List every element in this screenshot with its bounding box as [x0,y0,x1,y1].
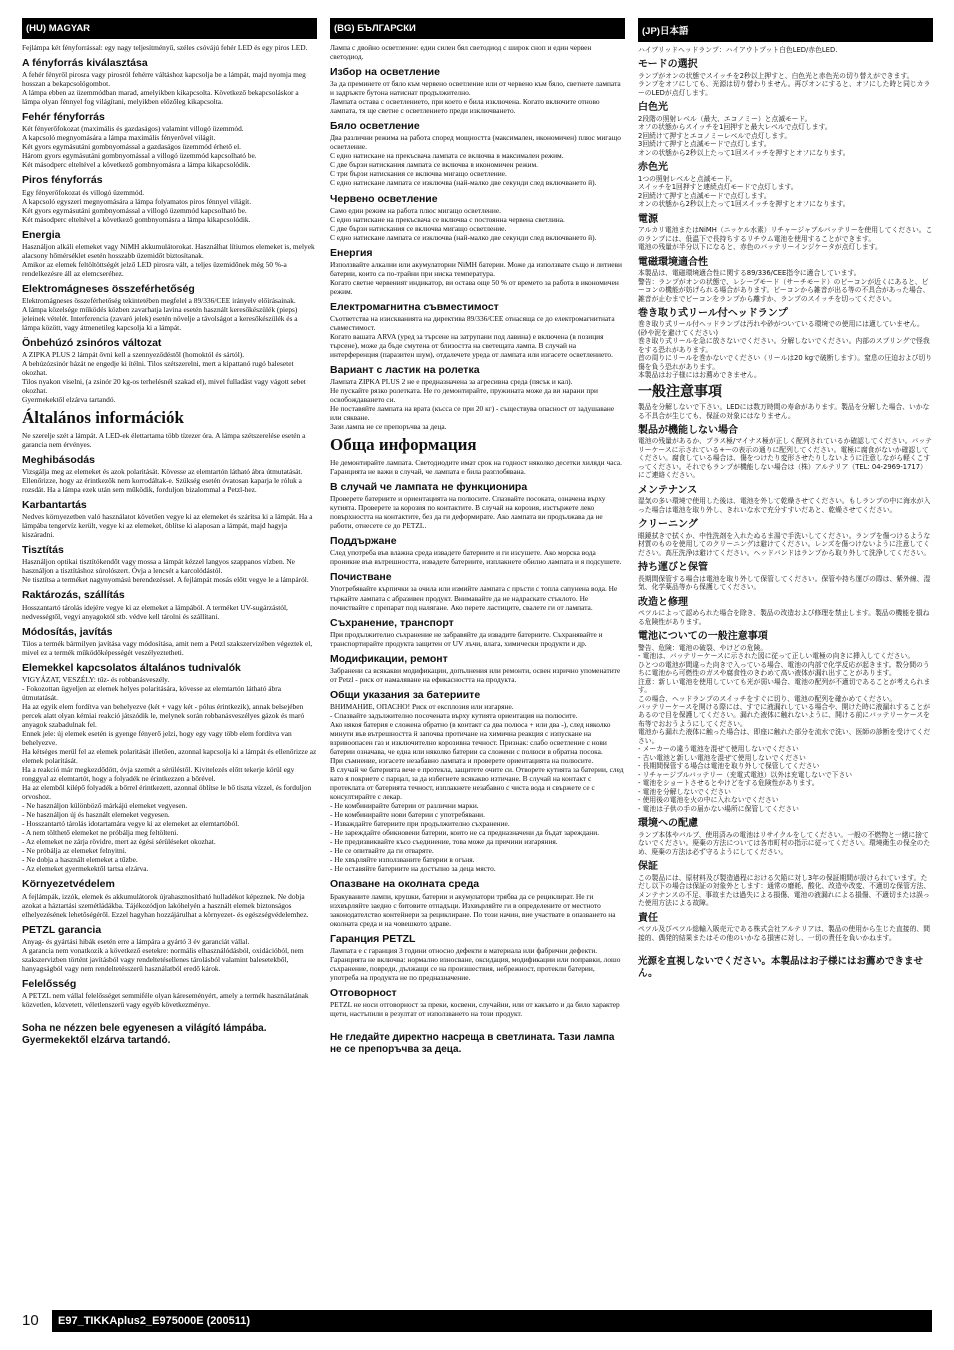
column-bulgarian [330,18,625,1306]
section-title: Elektromágneses összeférhetőség [22,282,195,295]
section-body: A ZIPKA PLUS 2 lámpát ővni kell a szennyeződéstől (homoktól és sártól). A behúzózsinór házát ne engedje ki ítélni. Tilos szétszerelni, mert a kipattanó rugó balesetet okozhat. Tilos nyakon viselni, (a zsinór 20 kg-os terhelésnél szakad el), mivel fulladást vagy vágott sebet okozhat. Gyermekektől elzárva tartandó. [22,350,306,405]
section [22,111,317,169]
section-title: 責任 [638,912,658,924]
section [330,66,625,115]
section [638,425,933,480]
section [330,364,625,431]
section-title: Поддържане [330,535,397,548]
section [638,519,933,557]
section-title: Вариант с ластик на ролетка [330,364,480,377]
section-body: Употребявайте кърпички за очила или измийте лампата с пръсти с топла сапунена вода. Не търкайте лампата с абразивен продукт. Внимавайте да не надраскате стъклото. Не почиствайте с препарат под налягане. Ако перете ластиците, свалете ги от лампата. [330,584,618,612]
section [22,589,317,620]
general-info-text: Не демонтирайте лампата. Светодиодите имат срок на годност няколко десетки хиляди часа. Гаранцията не важи в случай, че лампата е била разглобявана. [330,458,622,477]
intro-block [638,46,933,54]
section [330,481,625,530]
section [22,499,317,539]
section [330,247,625,296]
section-body: 巻き取り式リール付ヘッドランプは汚れや砂がついている環境での使用には適していません。(砂や泥を避けてください) 巻き取り式リールを急に放さないでください。分解しないでください。内部のスプリングで怪我をする恐れがあります。 首の周りにリールを巻かないでください（リールは20 kgで破断します）。窒息の圧迫および切り傷を負う恐れがあります。 本製品はお子様にはお薦めできません。 [638,320,933,380]
section-title: 持ち運びと保管 [638,562,708,574]
section-body: 警告、危険：電池の破裂、やけどの危険。 - 電池は、バッテリーケースに示された図に従って正しい電極の向きに挿入してください。 ひとつの電池が間違った向きで入っている場合、電池の内部で化学反応が起きます。数分間のうちに電池から可燃性のガスや腐食性のきわめて高い液体が漏れ出すことがあります。 注意：新しい電池を使用していても光が弱い場合、電池の配列が不適切であることが考えられます。 この場合、ヘッドランプのスイッチをすぐに切り、電池の配列を確かめてください。 バッテリーケースを開ける際には、すでに液漏れしている場合や、開けた時に液漏れすることがあるので目を保護してください。漏れた液体に触れないように、開ける前にバッテリーケースを布等でおおうようにしてください。 電池から漏れた液体に触った場合は、即座に触れた部分を流水で洗い、医師の診断を受けてください。 - メーカーの違う電池を混ぜて使用しないでください - 古い電池と新しい電池を混ぜて使用しないでください - 長期間保管する場合は電池を取り外して保管してください - リチャージブルバッテリー（充電式電池）以外は充電しないで下さい - 電池をショートさせるとやけどをする危険性があります。 - 電池を分解しないでください - 使用後の電池を火の中に入れないでください - 電池は子供の手の届かない場所に保管してください [638,643,931,813]
section [330,617,625,648]
section [638,597,933,626]
section-body: VIGYÁZAT, VESZÉLY: tűz- és robbanásveszély. - Fokozottan ügyeljen az elemek helyes polaritására, kövesse az elemtartón látható ábra útmutatását. Ha az egyik elem fordítva van behelyezve (két + vagy két - pólus érintkezik), annak belsejében percek alatt olyan kémiai reakció játszódik le, melynek során robbanásveszélyes gázok és maró anyagok szabadulnak fel. Ennek jele: új elemek esetén is gyenge fényerő jelzi, hogy egy vagy több elem fordítva van behelyezve. Ha kétséges merül fel az elemek polaritását illetően, azonnal kapcsolja ki a lámpát és ellenőrizze az elemek polaritását. Ha a reakció már megkezdődött, óvja szemét a sérüléstől. Kivitelezés előtt tekerje körül egy ronggyal az elemtartót, hogy a folyadék ne érintkezzen a bőrével. Ha az elemből kilépő folyadék a bőrrel érintkezett, azonnal öblítse le bő tiszta vízzel, és forduljon orvoshoz. - Ne használjon különböző márkájú elemeket vegyesen. - Ne használjon új és használt elemeket vegyesen. - Hosszantartó tárolás idotartamára vegye ki az elemeket az elemtartóból. - A nem tölthető elemeket ne próbálja meg feltölteni. - Az elemeket ne zárja rövidre, mert az égési sérüléseket okozhat. - Ne próbálja az elemeket felnyitni. - Ne dobja a használt elemeket a tűzbe. - Az elemeket gyermekektől tartsa elzárva. [22,674,317,874]
section [638,913,933,942]
section-body: Használjon optikai tisztítókendőt vagy mossa a lámpát kézzel langyos szappanos vízben. Ne használjon a tisztításhoz súrolószert. Óvja a lencsét a karcolódástól. Ne tisztítsa a terméket nagynyomású berendezéssel. A fejlámpát mosás előtt vegye le a lámpáról. [22,557,309,585]
section-body: 1つの照射レベルと点滅モード。 スイッチを1回押すと連続点灯モードで点灯します。 2回続けて押すと点滅モードで点灯します。 オンの状態から2秒以上たって1回スイッチを押すとオフになります。 [638,174,850,209]
section-title: Raktározás, szállítás [22,589,125,602]
section [330,878,625,927]
section-body: A PETZL nem vállal felelősséget semmiféle olyan káreseményért, amely a termék használatának közvetlen, közvetett, véletlenszerű vagy egyéb következménye. [22,990,309,1009]
section [330,987,625,1018]
section-title: Общи указания за батериите [330,688,481,701]
section [22,878,317,918]
section [638,308,933,380]
section-title: Модификации, ремонт [330,652,448,665]
section-body: Само един режим на работа плюс мигащо осветление. С едно натискане на прекъсвача се включва с постоянна червена светлина. С две бързи натискания се включва мигащо осветление. С едно натискане лампата се изключва (най-малко две секунди след включването й). [330,205,597,242]
section [638,214,933,252]
section-title: PETZL garancia [22,923,102,936]
section [22,626,317,657]
section-body: Elektromágneses összeférhetőség tekintetében megfelel a 89/336/CEE irányelv előírásainak. A lámpa közelsége működés közben zavarhatja lavina esetén használt keresőkészülék (pieps) jeleinek vételét. Interferencia (zavaró jelek) esetén növelje a távolságot a keresőkészülék és a lámpa között, vagy átmenetileg kapcsolja ki a lámpát. [22,295,298,332]
section-body: Два различни режима на работа според мощността (максимален, икономичен) плюс мигащо осветление. С едно натискане на прекъсвача лампата се включва в максимален режим. С две бързи натискания лампата се включва в икономичен режим. С три бързи натискания се включва мигащо осветление. С едно натискане лампата се изключва (най-малко две секунди след включването й). [330,133,621,188]
section [22,337,317,404]
section [638,162,933,208]
section-body: Tilos a termék bármilyen javítása vagy módosítása, amit nem a Petzl szakszervizében végeztek el, mivel ez a termék működőképességét veszélyeztetheti. [22,638,313,657]
section-body: Nedves környezetben való használatot követően vegye ki az elemeket és szárítsa ki a lámpát. Ha a lámpába tengervíz került, vegye ki az elemeket, öblítse ki alaposan a lámpát, majd hagyja kiszáradni. [22,512,313,540]
section [22,924,317,973]
language-header: (JP)日本語 [638,18,933,42]
section-title: 電源 [638,213,658,225]
section [22,283,317,332]
section [22,57,317,106]
section-body: 2段階の照射レベル（最大、エコノミー）と点滅モード。 オフの状態からスイッチを1回押すと最大レベルで点灯します。 2回続けて押すとエコノミーレベルで点灯します。 3回続けて押すと点滅モードで点灯します。 オンの状態から2秒以上たって1回スイッチを押すとオフになります。 [638,114,850,157]
section-title: Elemekkel kapcsolatos általános tudnivalók [22,661,241,674]
section-title: Почистване [330,571,392,584]
section-body: За да преминете от бяло към червено осветление или от червено към бяло, светнете лампата и задръжте бутона натиснат продължително. Лампата остава с осветлението, при което е била изключена. Когато включите отново лампата, тя ще светне с осветлението преди изключването. [330,79,621,116]
general-info-title: 一般注意事項 [638,383,722,400]
section-body: PETZL не носи отговорност за преки, косвени, случайни, или от какъвто и да било характер щети, настъпили в резултат от използването на този продукт. [330,999,620,1018]
section-body: 眼鏡拭きで拭くか、中性洗剤を入れたぬるま湯で手洗いしてください。ランプを傷つけるような材質のものを使用してのクリーニングは避けてください。レンズを傷つけないように注意してください。高圧洗浄は避けてください。ヘッドバンドはランプから取り外して洗浄してください。 [638,531,931,557]
section [638,59,933,97]
section-title: モードの選択 [638,59,698,71]
section-title: A fényforrás kiválasztása [22,57,148,70]
section [22,544,317,584]
section-title: Съхранение, транспорт [330,616,454,629]
section [638,631,933,813]
section-title: 電池についての一般注意事項 [638,631,768,643]
general-info-title: Обща информация [330,435,477,455]
section [330,193,625,242]
section-body: Съответства на изискванията на директива 89/336/CEE отнасяща се до електромагнитната съвместимост. Когато вашата ARVA (уред за търсене на затрупани под лавина) е включена (в позиция търсене), може да бъде смутена от близостта на светещата лампа. В случай на интерференция (паразитен шум), отдалечете уреда от лампата или изгасете осветлението. [330,313,615,360]
section-body: Egy fényerőfokozat és villogó üzemmód. A kapcsoló egyszeri megnyomására a lámpa folyamatos piros fénnyel világít. Két gyors egymásutáni gombnyomással a villogó üzemmód kapcsolható be. Két másodperc elteltével a következő gombnyomásra a lámpa kikapcsolódik. [22,187,252,224]
section-body: アルカリ電池またはNiMH（ニッケル水素）リチャージャブルバッテリーを使用してください。このランプには、低温下で長持ちするリチウム電池を使用することができます。 電池の残量が半分以下になると、赤色のバッテリーインジケータが点灯します。 [638,226,933,252]
section [22,454,317,494]
section-body: A fehér fényről pirosra vagy pirosról fehérre váltáshoz kapcsolja be a lámpát, majd nyomja meg hosszan a bekapcsológombot. A lámpa ebben az üzemmódban marad, amelyikben kikapcsolta. Következő bekapcsoláskor a lámpa olyan fénnyel fog világítani, melyikben előzőleg kikapcsolta. [22,70,306,107]
section [330,301,625,359]
intro-text: ハイブリッドヘッドランプ：ハイアウトプット白色LED/赤色LED. [638,46,838,54]
page-footer [22,1310,932,1332]
section-title: Енергия [330,246,373,259]
section-title: Karbantartás [22,499,87,512]
intro-text: Лампа с двойно осветление: един силен бял светодиод с широк сноп и един червен светодиод. [330,43,592,62]
section-body: При продължително съхранение не забравяйте да извадите батериите. Съхранявайте и транспортирайте продукта защитен от UV лъчи, влага, химически продукти и др. [330,629,603,648]
section [22,662,317,874]
language-header: (BG) БЪЛГАРСКИ [330,18,625,39]
section-title: Módosítás, javítás [22,625,113,638]
column-japanese [638,18,933,1306]
section-title: Fehér fényforrás [22,111,105,124]
general-info-intro [638,403,933,420]
section-title: Избор на осветление [330,66,440,79]
section [22,978,317,1009]
section-title: Tisztítás [22,544,64,557]
section-title: Meghibásodás [22,454,95,466]
column-hungarian [22,18,317,1306]
general-info-title: Általános információk [22,408,184,428]
section-title: 製品が機能しない場合 [638,424,738,436]
intro-block [22,43,317,52]
section-title: クリーニング [638,519,698,531]
section-body: 湿気の多い環境で使用した後は、電池を外して乾燥させてください。もしランプの中に海水が入った場合は電池を取り外し、きれいな水で充分すすいだあと、乾燥させてください。 [638,497,931,514]
section-title: Környezetvédelem [22,878,115,891]
section-title: 改造と修理 [638,596,688,608]
section-title: В случай че лампата не функционира [330,481,528,494]
section-body: Anyag- és gyártási hibák esetén erre a lámpára a gyártó 3 év garanciát vállal. A garancia nem vonatkozik a következő esetekre: normális elhasználódásból, oxidációból, nem szakszervizben történt javításból vagy rendeltetésellenes tárolásból valamint balesetekből, hanyagságból vagy nem rendeltetésszerű használatból eredő károk. [22,936,304,973]
section-title: 巻き取り式リール付ヘッドランプ [638,307,788,319]
general-info-text: 製品を分解しないで下さい。LEDには数万時間の寿命があります。製品を分解した場合、いかなる不具合が生じても、保証の対象にはなりません。 [638,403,930,420]
section-title: メンテナンス [638,484,698,496]
section-title: 電磁環境適合性 [638,256,708,268]
section-body: Използвайте алкални или акумулаторни NiMH батерии. Може да използвате също и литиеви батерии, които са по-трайни при ниска температура. Когато светне червеният индикатор, ви остава още 50 % от времето за работа в икономичен режим. [330,259,622,296]
section-title: Опазване на околната среда [330,878,480,891]
section [330,571,625,611]
section-title: 環境への配慮 [638,818,698,830]
final-warning: Не гледайте директно насреща в светлината. Тази лампа не се препоръчва за деца. [330,1031,615,1055]
section [330,120,625,187]
section-title: 白色光 [638,102,668,114]
section-title: Отговорност [330,986,397,999]
section-body: Забранени са всякакви модификации, допълнения или ремонти, освен изрично упоменатите от Petzl - риск от намаляване на ефикасността на продукта. [330,665,621,684]
section-title: Бяло осветление [330,120,420,133]
intro-text: Fejlámpa két fényforrással: egy nagy teljesítményű, széles csóvájú fehér LED és egy piros LED. [22,43,308,52]
section [638,562,933,591]
section [638,485,933,514]
section-body: След употреба във влажна среда извадете батериите и ги изсушете. Ако морска вода проникне във вътрешността, извадете батериите, изплакнете обилно лампата и я подсушете. [330,548,622,567]
section [22,174,317,223]
section-body: ランプ本体やバルブ、使用済みの電池はリサイクルをしてください。一般の不燃物と一緒に捨てないでください。廃棄の方法については各市町村の指示に従ってください。環境衛生の保全のため、廃棄の方法は必ず守るようにしてください。 [638,830,931,856]
language-header: (HU) MAGYAR [22,18,317,39]
section [330,933,625,982]
intro-block [330,43,625,61]
section-body: Használjon alkáli elemeket vagy NiMH akkumulátorokat. Használhat lítiumos elemeket is, melyek alacsony hőmérséklet esetén hosszabb üzemidőt biztosítanak. Amikor az elemek feltöltöttségét jelző LED pirosra vált, a teljes üzemidőnek még 50 %-a rendelkezésre áll az elemcseréhez. [22,241,315,278]
section-title: Гаранция PETZL [330,932,416,945]
section-body: Проверете батериите и ориентацията на полюсите. Спазвайте посоката, означена върху кутията. Проверете за корозия по контактите. В случай на корозия, изстържете леко повърхността на контактите, без да ги деформирате. Ако лампата ви продължава да не работи, отнесете се до PETZL. [330,494,606,531]
section-title: 赤色光 [638,162,668,174]
section-title: Piros fényforrás [22,174,103,187]
general-info-intro [330,458,625,476]
section-title: Червено осветление [330,192,438,205]
section [638,257,933,303]
section-body: 長期間保管する場合は電池を取り外して保管してください。保管や持ち運びの際は、紫外線、湿気、化学薬品等から保護してください。 [638,574,931,592]
section [330,535,625,566]
general-info-text: Ne szerelje szét a lámpát. A LED-ek élettartama több tízezer óra. A lámpa szétszerelése esetén a garancia nem érvényes. [22,430,306,449]
page-number: 10 [22,1312,39,1329]
section-body: Лампата е с гаранция 3 години относно дефекти в материала или фабрични дефекти. Гаранцията не включва: нормално износване, оксидация, модификации или поправки, лошо съхранение, повреди, дължащи се на произшествия, небрежност, протекли батерии, употреба на продукта не по предназначение. [330,945,621,982]
section [22,229,317,278]
section [638,818,933,856]
section-body: Vizsgálja meg az elemeket és azok polaritását. Kövesse az elemtartón látható ábra útmutatását. Ellenőrizze, hogy az érintkezők nem korrodáltak-e. Szükség esetén óvatosan kaparja le róluk a rozsdát. Ha a lámpa ezek után sem működik, forduljon bizalommal a Petzl-hez. [22,467,303,495]
final-warning: 光源を直視しないでください。本製品はお子様にはお薦めできません。 [638,956,924,979]
section-body: 電池の残量があるか、プラス極/マイナス極が正しく配列されているか確認してください。バッテリーケースに示されている+ーの表示の通りに配列してください。電極に腐食がないか確認してください。腐食している場合は、傷をつけたり変形させたりしないように注意しながら軽くこすってください。それでもランプが機能しない場合は（株）アルテリア（TEL: 04-2969-1717）にご連絡ください。 [638,437,932,480]
section-body: Бракуваните лампи, крушки, батерии и акумулатори трябва да се рециклират. Не ги изхвърляйте заедно с битовите отпадъци. Изхвърляйте ги в определените от местното законодателство контейнери за рециклиране. По този начин, вие участвате в опазването на околната среда и на човешкото здраве. [330,891,616,928]
section-body: この製品には、原材料及び製造過程における欠陥に対し3年の保証期間が設けられています。ただし以下の場合は保証の対象外とします：通常の磨耗、酸化、改造や改変、不適切な保管方法、メンテナンスの不足、事故または過失による損傷、電池の液漏れによる損傷、不適切または誤った使用方法による故障。 [638,873,931,908]
section-body: ペツル及びペツル総輸入販売元である株式会社アルテリアは、製品の使用から生じた直接的、間接的、偶発的結果またはその他のいかなる損害に対し、一切の責任を負いかねます。 [638,925,930,942]
section-body: Két fényerőfokozat (maximális és gazdaságos) valamint villogó üzemmód. A kapcsoló megnyomására a lámpa maximális fényerővel világít. Két gyors egymásutáni gombnyomással a gazdaságos üzemmód érhető el. Három gyors egymásutáni gombnyomással a villogó üzemmód kapcsolható be. Két másodperc elteltével a következő gombnyomásra a lámpa kikapcsolódik. [22,124,257,170]
final-warning: Soha ne nézzen bele egyenesen a világító lámpába. Gyermekektől elzárva tartandó. [22,1022,267,1046]
section-title: 保証 [638,861,658,873]
section [638,861,933,907]
section [638,102,933,157]
general-info-intro [22,431,317,449]
section-title: Електромагнитна съвместимост [330,300,499,313]
section-body: A fejlámpák, izzók, elemek és akkumulátorok újrahasznosítható hulladékot képeznek. Ne dobja azokat a háztartási szemétládákba. Tájékozódjon lakóhelyén a használt elemek biztonságos elhelyezésének lehetőségéről. Ezzel hagyhan hozzájárulhat a környezet- és egészségvédelemhez. [22,891,309,919]
section-title: Önbehúzó zsinóros változat [22,337,162,349]
section-body: ВНИМАНИЕ, ОПАСНО! Риск от експлозия или изгаряне. - Спазвайте задължително посочената върху кутията ориентация на полюсите. Ако някоя батерия е сложена обратно (в контакт са два полюса + или два -), след няколко минути във вътрешността й започва протичане на химична реакция с изпускане на взривоопасен газ и изключително корозивна течност. Признак: слабо осветление с нови батерии означава, че една или няколко батерии са сложени с полюси в обратна посока. При съмнение, изгасете незабавно лампата и проверете ориентацията на полюсите. В случай че батерията вече е протекла, защитете очите си. Отворете кутията за батерии, след като я покриете с парцал, за да избегнете всякакво изтичане. В случай на контакт с протеклата от батерията течност, изплакнете незабавно с чиста вода и свържете се с консултирайте с лекар. - Не комбинирайте батерии от различни марки. - Не комбинирайте нови батерии с употребявани. - Изваждайте батериите при продължително съхранение. - Не зареждайте обикновени батерии, които не са предназначени да бъдат зареждани. - Не предизвиквайте късо съединение, това може да причини изгаряния. - Не се опитвайте да ги отваряте. - Не хвърляйте използваните батерии в огъня. - Не оставяйте батериите на достъпно за деца място. [330,701,624,874]
section-body: ランプがオンの状態でスイッチを2秒以上押すと、白色光と赤色光の切り替えができます。 ランプをオフにしても、光源は切り替わりません。再びオンにすると、オフにした時と同じカラーのLEDが点灯します。 [638,71,931,97]
section-body: 本製品は、電磁環境適合性に関する89/336/CEE指令に適合しています。 警告：ランプがオンの状態で、レシーブモード（サーチモード）のビーコンが近くにあると、ビーコンの機能が妨げられる場合があります。ビーコンから雑音が出る等の不具合があった場合、雑音が止むまでビーコンをランプから離すか、ランプのスイッチを切ってください。 [638,269,930,303]
section-title: Energia [22,228,61,241]
section [330,653,625,684]
section-body: Hosszantartó tárolás idejére vegye ki az elemeket a lámpából. A terméket UV-sugárzástól, nedvességtől, vegyi anyagoktól stb. védve kell tárolni és szállítani. [22,602,288,621]
section-body: Лампата ZIPKA PLUS 2 не е предназначена за агресивна среда (пясък и кал). Не пускайте рязко ролетката. Не го демонтирайте, пружината може да ви нарани при освобождаването си. Не поставяйте лампата на врата (късса се при 20 кг) - съществува опасност от задушаване или сякване. Зази лампа не се препоръчва за деца. [330,377,615,432]
section-title: Felelősség [22,977,77,990]
section [330,689,625,874]
document-code: E97_TIKKAplus2_E975000E (200511) [52,1310,932,1332]
section-body: ペツルによって認められた場合を除き、製品の改造および修理を禁止します。製品の機能を損ねる危険性があります。 [638,609,930,626]
